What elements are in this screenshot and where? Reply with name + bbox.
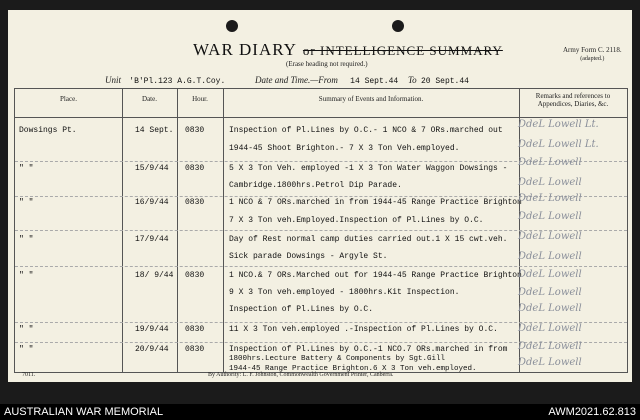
row-text: 1 NCO.& 7 ORs.Marched out for 1944-45 Range Practice Brighton [229,271,522,280]
officer-signature: DdeL Lowell [518,357,582,368]
row-place: Dowsings Pt. [19,126,77,135]
officer-signature: DdeL Lowell [518,193,582,204]
row-text: 9 X 3 Ton veh.employed - 1800hrs.Kit Inspection. [229,288,460,297]
row-text: 5 X 3 Ton Veh. employed -1 X 3 Ton Water Waggon Dowsings - [229,164,508,173]
row-hour: 0830 [185,164,205,173]
punch-hole [226,20,238,32]
printer-authority: By Authority: L. F. Johnston, Commonwealth Government Printer, Canberra. [208,372,394,378]
col-remarks-header: Remarks and references to Appendices, Diaries, &c. [535,92,611,108]
officer-signature: DdeL Lowell [518,231,582,242]
form-number: Army Form C. 2118. (adapted.) [563,46,622,62]
officer-signature: DdeL Lowell [518,341,582,352]
row-text: 11 X 3 Ton veh.employed .-Inspection of Pl.Lines by O.C. [229,325,498,334]
row-text: 1 NCO & 7 ORs.marched in from 1944-45 Range Practice Brighton [229,198,522,207]
row-place: " " [19,271,34,280]
officer-signature: DdeL Lowell Lt. [518,119,599,130]
row-date: 18/ 9/44 [135,271,174,280]
form-adapted: (adapted.) [580,56,605,62]
header-divider [15,117,627,118]
col-place-header: Place. [60,95,77,103]
officer-signature: DdeL Lowell [518,303,582,314]
col-summary-header: Summary of Events and Information. [318,95,424,103]
officer-signature: DdeL Lowell [518,251,582,262]
row-hour: 0830 [185,271,205,280]
from-date: 14 Sept.44 [350,77,399,86]
erase-note: (Erase heading not required.) [286,60,368,68]
row-date: 17/9/44 [135,235,169,244]
row-text: Sick parade Dowsings - Argyle St. [229,252,388,261]
officer-signature: DdeL Lowell [518,157,582,168]
officer-signature: DdeL Lowell [518,287,582,298]
archive-id: AWM2021.62.813 [548,406,636,418]
punch-hole [392,20,404,32]
officer-signature: DdeL Lowell Lt. [518,139,599,150]
print-code: 7011. [22,372,36,378]
col-date-header: Date. [142,95,157,103]
row-place: " " [19,235,34,244]
unit-value: 'B'Pl.123 A.G.T.Coy. [129,77,226,86]
diary-table [14,88,628,373]
unit-line: Unit 'B'Pl.123 A.G.T.Coy. [105,75,226,86]
to-line: To 20 Sept.44 [408,75,469,86]
row-date: 16/9/44 [135,198,169,207]
row-text: Day of Rest normal camp duties carried out.1 X 15 cwt.veh. [229,235,508,244]
struck-title: or INTELLIGENCE SUMMARY [302,43,503,58]
row-text: 1800hrs.Lecture Battery & Components by Sgt.Gill [229,355,446,363]
row-hour: 0830 [185,345,205,354]
row-date: 14 Sept. [135,126,174,135]
row-text: 7 X 3 Ton veh.Employed.Inspection of Pl.Lines by O.C. [229,216,484,225]
archive-name: AUSTRALIAN WAR MEMORIAL [4,406,164,418]
row-hour: 0830 [185,198,205,207]
row-text: Inspection of Pl.Lines by O.C.- 1 NCO & 7 ORs.marched out [229,126,503,135]
col-hour-header: Hour. [192,95,208,103]
diary-sheet [8,10,632,382]
archive-footer [0,404,640,420]
row-text: Inspection of Pl.Lines by O.C.-1 NCO.7 ORs.marched in from [229,345,508,354]
row-divider [15,266,627,267]
row-place: " " [19,345,34,354]
to-date: 20 Sept.44 [420,77,469,86]
officer-signature: DdeL Lowell [518,269,582,280]
officer-signature: DdeL Lowell [518,323,582,334]
row-hour: 0830 [185,325,205,334]
row-text: 1944-45 Range Practice Brighton.6 X 3 Ton veh.employed. [229,365,477,373]
page-title: WAR DIARY or INTELLIGENCE SUMMARY [193,40,503,59]
row-date: 19/9/44 [135,325,169,334]
row-date: 20/9/44 [135,345,169,354]
row-hour: 0830 [185,126,205,135]
row-place: " " [19,325,34,334]
row-text: 1944-45 Shoot Brighton.- 7 X 3 Ton Veh.employed. [229,144,460,153]
row-date: 15/9/44 [135,164,169,173]
officer-signature: DdeL Lowell [518,211,582,222]
row-text: Inspection of Pl.Lines by O.C. [229,305,374,314]
row-place: " " [19,164,34,173]
row-place: " " [19,198,34,207]
row-text: Cambridge.1800hrs.Petrol Dip Parade. [229,181,402,190]
officer-signature: DdeL Lowell [518,177,582,188]
date-line: Date and Time.—From 14 Sept.44 [255,75,399,86]
